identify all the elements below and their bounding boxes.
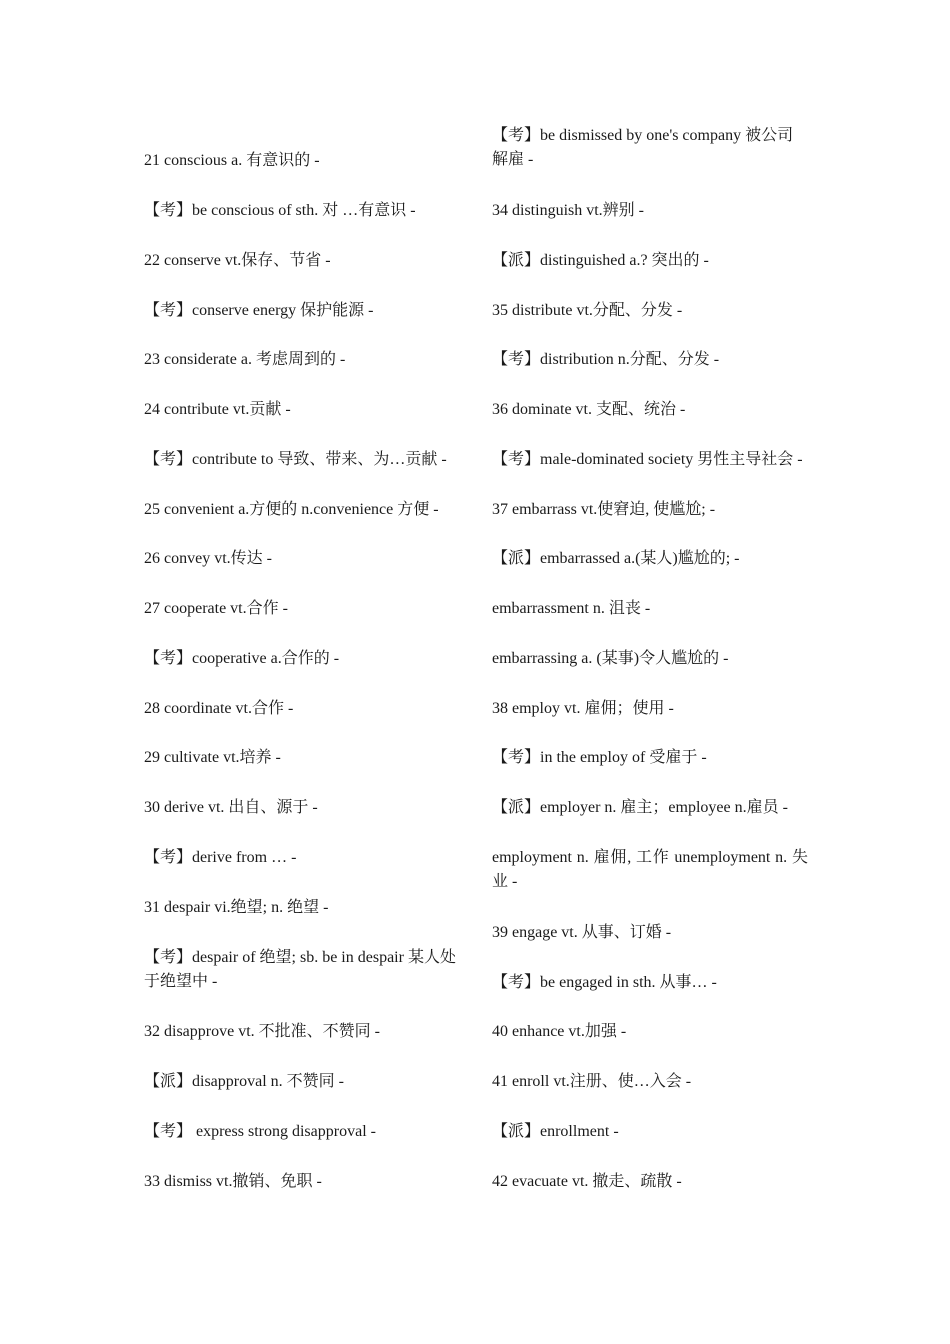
vocab-entry: 【派】enrollment - [492, 1123, 619, 1140]
vocab-entry: 40 enhance vt.加强 - [492, 1023, 627, 1040]
vocab-entry: 【考】cooperative a.合作的 - [144, 650, 340, 667]
vocab-entry: 42 evacuate vt. 撤走、疏散 - [492, 1173, 682, 1190]
vocab-entry: 21 conscious a. 有意识的 - [144, 152, 320, 169]
vocab-entry: 32 disapprove vt. 不批准、不赞同 - [144, 1023, 380, 1040]
vocab-entry: 【考】conserve energy 保护能源 - [144, 302, 374, 319]
vocab-entry: 33 dismiss vt.撤销、免职 - [144, 1173, 322, 1190]
vocab-entry: 29 cultivate vt.培养 - [144, 749, 281, 766]
vocab-entry: employment n. 雇佣, 工作 unemployment n. 失业 - [492, 849, 808, 890]
vocab-entry: 30 derive vt. 出自、源于 - [144, 799, 318, 816]
vocab-entry: 【派】distinguished a.? 突出的 - [492, 252, 709, 269]
vocab-entry: embarrassment n. 沮丧 - [492, 600, 651, 617]
vocab-entry: 27 cooperate vt.合作 - [144, 600, 288, 617]
vocab-entry: 【考】derive from … - [144, 849, 297, 866]
vocab-entry: 【考】contribute to 导致、带来、为…贡献 - [144, 451, 447, 468]
vocab-entry: 【考】male-dominated society 男性主导社会 - [492, 451, 803, 468]
vocab-entry: 【考】distribution n.分配、分发 - [492, 351, 720, 368]
vocab-entry: 23 considerate a. 考虑周到的 - [144, 351, 346, 368]
vocab-entry: 22 conserve vt.保存、节省 - [144, 252, 331, 269]
vocab-entry: 【考】be conscious of sth. 对 …有意识 - [144, 202, 416, 219]
vocab-entry: 【考】despair of 绝望; sb. be in despair 某人处于绝望中 - [144, 949, 456, 990]
vocab-entry: 31 despair vi.绝望; n. 绝望 - [144, 899, 329, 916]
vocab-entry: 26 convey vt.传达 - [144, 550, 272, 567]
vocab-entry: 41 enroll vt.注册、使…入会 - [492, 1073, 692, 1090]
vocab-entry: 【派】employer n. 雇主；employee n.雇员 - [492, 799, 788, 816]
vocab-entry: 25 convenient a.方便的 n.convenience 方便 - [144, 501, 439, 518]
vocab-entry: 【考】 express strong disapproval - [144, 1123, 376, 1140]
vocab-entry: embarrassing a. (某事)令人尴尬的 - [492, 650, 729, 667]
vocab-entry: 【考】be dismissed by one's company 被公司解雇 - [492, 127, 794, 168]
vocab-entry: 【考】be engaged in sth. 从事… - [492, 974, 717, 991]
vocab-entry: 39 engage vt. 从事、订婚 - [492, 924, 672, 941]
vocab-entry: 34 distinguish vt.辨别 - [492, 202, 645, 219]
vocab-entry: 35 distribute vt.分配、分发 - [492, 302, 683, 319]
vocab-entry: 【派】disapproval n. 不赞同 - [144, 1073, 344, 1090]
vocab-entry: 24 contribute vt.贡献 - [144, 401, 291, 418]
vocab-entry: 38 employ vt. 雇佣；使用 - [492, 700, 674, 717]
vocab-entry: 【派】embarrassed a.(某人)尴尬的; - [492, 550, 740, 567]
vocab-entry: 36 dominate vt. 支配、统治 - [492, 401, 686, 418]
vocab-entry: 【考】in the employ of 受雇于 - [492, 749, 707, 766]
vocab-entry: 28 coordinate vt.合作 - [144, 700, 294, 717]
vocab-entry: 37 embarrass vt.使窘迫, 使尴尬; - [492, 501, 716, 518]
